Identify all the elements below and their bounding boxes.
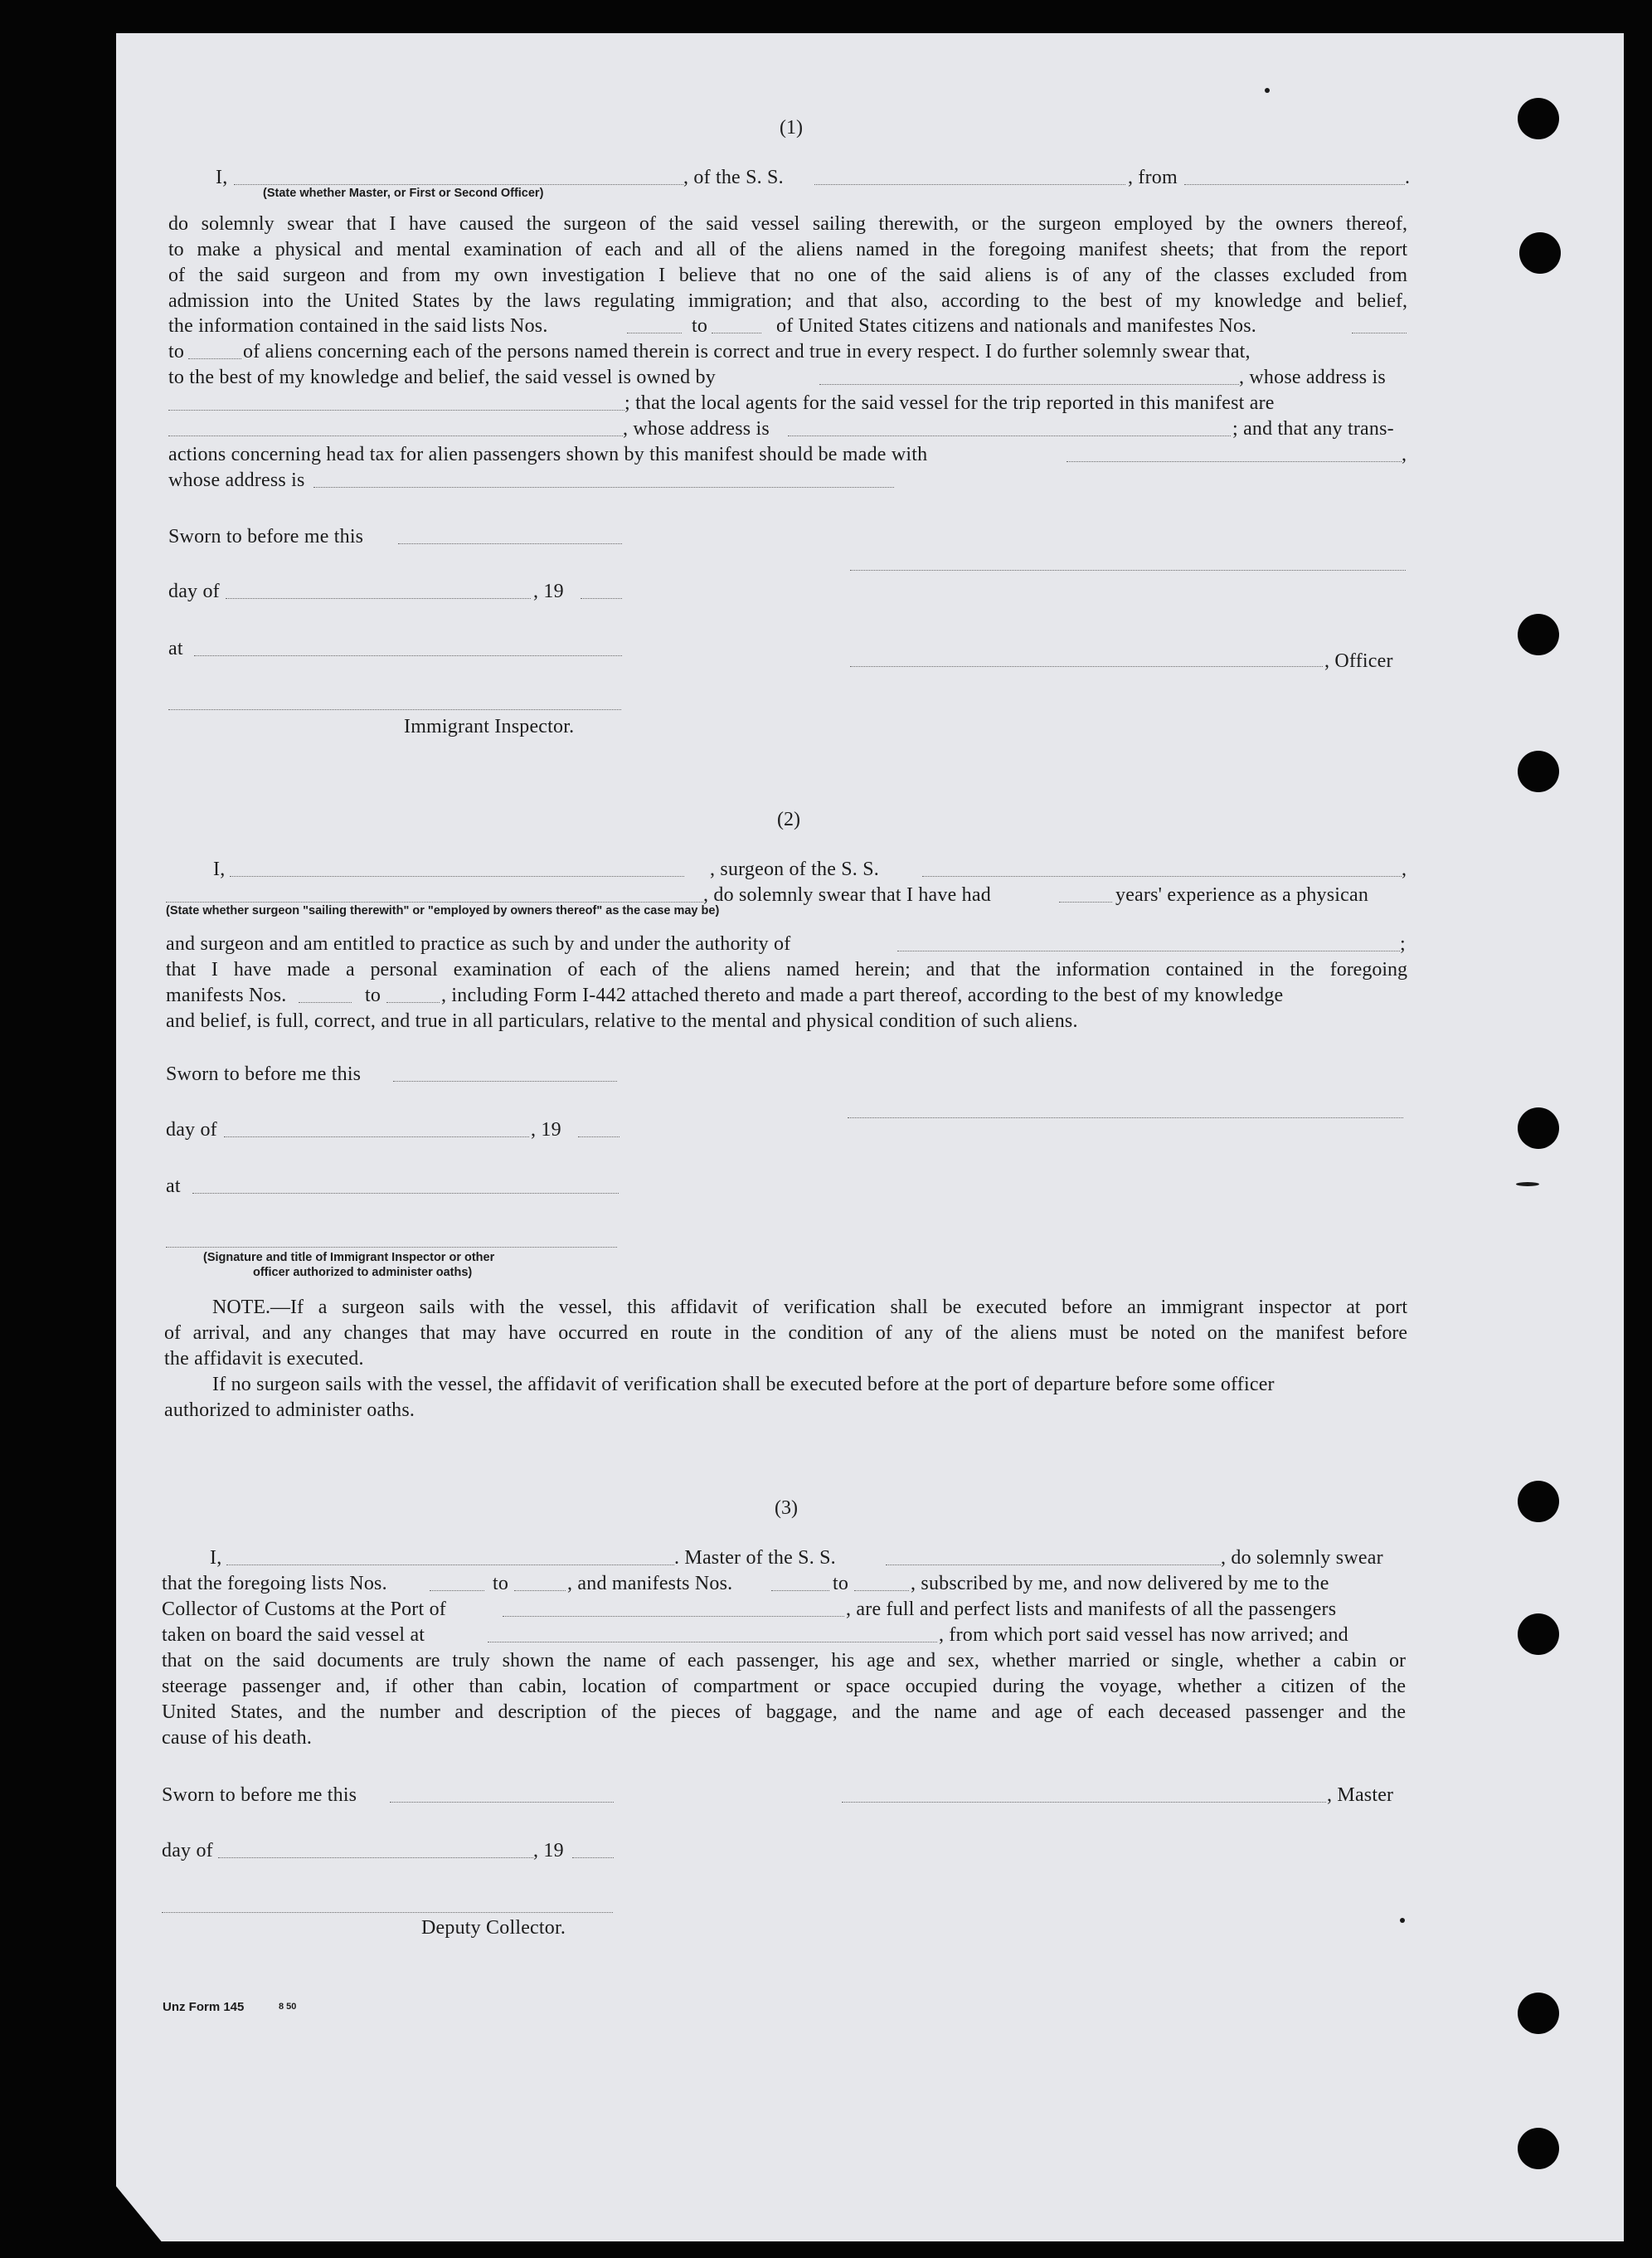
s2-status-field[interactable] bbox=[166, 902, 703, 903]
s3-manifest-to-field[interactable] bbox=[854, 1590, 909, 1591]
s2-manifest-from-field[interactable] bbox=[299, 1002, 352, 1003]
s1-l5a: the information contained in the said lists Nos. bbox=[168, 315, 548, 337]
punch-hole bbox=[1518, 1993, 1559, 2034]
section-3-number: (3) bbox=[775, 1497, 798, 1519]
form-number: Unz Form 145 bbox=[163, 2000, 245, 2014]
s2-years-field[interactable] bbox=[1059, 902, 1112, 903]
s1-officer-hint: (State whether Master, or First or Second Officer) bbox=[263, 187, 544, 200]
s3-day-field[interactable] bbox=[218, 1857, 533, 1858]
s2-surgeon: , surgeon of the S. S. bbox=[710, 859, 879, 880]
s3-l2c: , and manifests Nos. bbox=[567, 1573, 733, 1594]
s3-manifest-from-field[interactable] bbox=[771, 1590, 829, 1591]
s2-vessel-field[interactable] bbox=[922, 876, 1402, 877]
s1-i: I, bbox=[216, 167, 228, 188]
s1-signature-line[interactable] bbox=[850, 570, 1406, 571]
s1-l11: whose address is bbox=[168, 470, 305, 491]
s2-dayof: day of bbox=[166, 1119, 217, 1141]
punch-hole bbox=[1518, 1481, 1559, 1522]
s1-officer-line[interactable] bbox=[850, 666, 1323, 667]
s1-of-ss: , of the S. S. bbox=[683, 167, 784, 188]
s2-nineteen: , 19 bbox=[531, 1119, 561, 1141]
s2-sworn: Sworn to before me this bbox=[166, 1063, 362, 1085]
s3-dayof: day of bbox=[162, 1840, 213, 1861]
s3-master-label: , Master bbox=[1327, 1784, 1394, 1806]
note-line-3: the affidavit is executed. bbox=[164, 1348, 364, 1370]
s2-sworn-field[interactable] bbox=[393, 1081, 617, 1082]
s1-line-2: to make a physical and mental examination of each and all of the aliens named in the foregoing manifest sheets; that from the report bbox=[168, 239, 1407, 260]
s2-l2a: , do solemnly swear that I have had bbox=[703, 884, 991, 906]
s1-owner-field[interactable] bbox=[819, 384, 1239, 385]
s3-deputy: Deputy Collector. bbox=[421, 1917, 566, 1939]
s3-line-7: United States, and the number and description of the pieces of baggage, and the name and age of each deceased passenger and the bbox=[162, 1701, 1406, 1723]
s1-from: , from bbox=[1128, 167, 1178, 188]
s1-nineteen: , 19 bbox=[533, 581, 564, 602]
s3-line-8: cause of his death. bbox=[162, 1727, 313, 1749]
speck bbox=[1516, 1182, 1539, 1186]
note-line-1: NOTE.—If a surgeon sails with the vessel, this affidavit of verification shall be executed before an immigrant inspector at port bbox=[212, 1297, 1407, 1318]
s1-l8: ; that the local agents for the said vessel for the trip reported in this manifest are bbox=[624, 392, 1275, 414]
s2-inspector-line[interactable] bbox=[166, 1247, 617, 1248]
s1-l9b: ; and that any trans- bbox=[1232, 418, 1394, 440]
s3-deputy-line[interactable] bbox=[162, 1912, 613, 1913]
speck bbox=[1265, 88, 1270, 93]
s1-at: at bbox=[168, 638, 183, 659]
punch-hole bbox=[1519, 232, 1561, 274]
s3-l2d: to bbox=[833, 1573, 849, 1594]
note-line-4: If no surgeon sails with the vessel, the affidavit of verification shall be executed before at the port of departure before some officer bbox=[212, 1374, 1275, 1395]
s3-master: . Master of the S. S. bbox=[674, 1547, 836, 1569]
s3-i: I, bbox=[210, 1547, 222, 1569]
punch-hole bbox=[1518, 1107, 1559, 1149]
s1-manifest-to-field[interactable] bbox=[188, 358, 241, 359]
s2-day-field[interactable] bbox=[224, 1136, 529, 1137]
s1-l5b: to bbox=[692, 315, 708, 337]
s1-headtax-field[interactable] bbox=[1067, 461, 1402, 462]
s2-surgeon-name-field[interactable] bbox=[230, 876, 684, 877]
s2-l5c: , including Form I-442 attached thereto and made a part thereof, according to the best of my knowledge bbox=[441, 985, 1284, 1006]
form-code: 8 50 bbox=[279, 2002, 297, 2012]
s2-l5b: to bbox=[365, 985, 381, 1006]
s3-l4a: taken on board the said vessel at bbox=[162, 1624, 425, 1646]
s2-sig-hint-2: officer authorized to administer oaths) bbox=[253, 1266, 473, 1279]
note-line-2: of arrival, and any changes that may have occurred en route in the condition of any of the aliens must be noted on the manifest before bbox=[164, 1322, 1407, 1344]
s1-inspector-line[interactable] bbox=[168, 709, 621, 710]
s3-list-to-field[interactable] bbox=[514, 1590, 566, 1591]
note-line-5: authorized to administer oaths. bbox=[164, 1399, 415, 1421]
s1-from-field[interactable] bbox=[1184, 184, 1405, 185]
s3-sworn: Sworn to before me this bbox=[162, 1784, 357, 1806]
s1-year-field[interactable] bbox=[581, 598, 622, 599]
punch-hole bbox=[1518, 98, 1559, 139]
s3-l4b: , from which port said vessel has now arrived; and bbox=[939, 1624, 1348, 1646]
s3-l3b: , are full and perfect lists and manifests of all the passengers bbox=[846, 1599, 1337, 1620]
s1-l10b: , bbox=[1402, 444, 1407, 465]
punch-hole bbox=[1518, 614, 1559, 655]
s2-l2b: years' experience as a physican bbox=[1115, 884, 1369, 906]
s1-line-1: do solemnly swear that I have caused the surgeon of the said vessel sailing therewith, or the surgeon employed by the owners thereof, bbox=[168, 213, 1407, 235]
s1-l7b: , whose address is bbox=[1239, 367, 1386, 388]
s1-l7a: to the best of my knowledge and belief, the said vessel is owned by bbox=[168, 367, 716, 388]
s1-at-field[interactable] bbox=[194, 655, 622, 656]
s1-inspector: Immigrant Inspector. bbox=[404, 716, 575, 737]
s1-sworn: Sworn to before me this bbox=[168, 526, 364, 547]
s2-line-6: and belief, is full, correct, and true in all particulars, relative to the mental and physical condition of such aliens. bbox=[166, 1010, 1078, 1032]
s2-status-hint: (State whether surgeon "sailing therewith" or "employed by owners thereof" as the case may be) bbox=[166, 904, 720, 917]
s2-at: at bbox=[166, 1175, 181, 1197]
punch-hole bbox=[1518, 751, 1559, 792]
section-1-number: (1) bbox=[780, 117, 803, 139]
punch-hole bbox=[1518, 2128, 1559, 2169]
s1-line-3: of the said surgeon and from my own investigation I believe that no one of the said aliens is of any of the classes excluded from bbox=[168, 265, 1407, 286]
s2-line-4: that I have made a personal examination of each of the aliens named herein; and that the information contained in the foregoing bbox=[166, 959, 1407, 981]
s1-l5c: of United States citizens and nationals and manifestes Nos. bbox=[776, 315, 1256, 337]
s3-l2a: that the foregoing lists Nos. bbox=[162, 1573, 387, 1594]
s3-swear: , do solemnly swear bbox=[1221, 1547, 1383, 1569]
s2-manifest-to-field[interactable] bbox=[386, 1002, 440, 1003]
s1-line-4: admission into the United States by the laws regulating immigration; and that also, according to the best of my knowledge and belief, bbox=[168, 290, 1407, 312]
s1-day-field[interactable] bbox=[226, 598, 531, 599]
s1-l10a: actions concerning head tax for alien passengers shown by this manifest should be made with bbox=[168, 444, 928, 465]
section-2-number: (2) bbox=[777, 809, 800, 830]
s2-l3: and surgeon and am entitled to practice as such by and under the authority of bbox=[166, 933, 791, 955]
s1-sworn-field[interactable] bbox=[398, 543, 622, 544]
s1-dayof: day of bbox=[168, 581, 220, 602]
s3-nineteen: , 19 bbox=[533, 1840, 564, 1861]
s3-list-from-field[interactable] bbox=[430, 1590, 484, 1591]
speck bbox=[1400, 1918, 1405, 1923]
s3-l2b: to bbox=[493, 1573, 509, 1594]
s2-year-field[interactable] bbox=[578, 1136, 620, 1137]
s3-l2e: , subscribed by me, and now delivered by me to the bbox=[911, 1573, 1329, 1594]
s2-i: I, bbox=[213, 859, 226, 880]
s1-vessel-field[interactable] bbox=[814, 184, 1125, 185]
s1-owner-address-field[interactable] bbox=[168, 410, 624, 411]
s2-l3-end: ; bbox=[1400, 933, 1406, 955]
s1-l6b: of aliens concerning each of the persons named therein is correct and true in every respect. I do further solemnly swear that, bbox=[243, 341, 1251, 363]
s2-l1-end: , bbox=[1402, 859, 1407, 880]
s3-master-signature-line[interactable] bbox=[842, 1802, 1326, 1803]
s1-headtax-address-field[interactable] bbox=[313, 487, 894, 488]
s3-year-field[interactable] bbox=[572, 1857, 614, 1858]
s3-l3a: Collector of Customs at the Port of bbox=[162, 1599, 446, 1620]
s1-l6a: to bbox=[168, 341, 185, 363]
s3-sworn-field[interactable] bbox=[390, 1802, 614, 1803]
s1-l9a: , whose address is bbox=[623, 418, 770, 440]
s1-officer: , Officer bbox=[1324, 650, 1393, 672]
punch-hole bbox=[1518, 1613, 1559, 1655]
s2-sig-hint-1: (Signature and title of Immigrant Inspector or other bbox=[203, 1251, 495, 1264]
s3-port-field[interactable] bbox=[503, 1616, 844, 1617]
s3-line-5: that on the said documents are truly shown the name of each passenger, his age and sex, whether married or single, whether a cabin or bbox=[162, 1650, 1406, 1672]
s1-l1-end: . bbox=[1405, 167, 1411, 188]
s2-l5a: manifests Nos. bbox=[166, 985, 287, 1006]
s2-at-field[interactable] bbox=[192, 1193, 619, 1194]
s3-line-6: steerage passenger and, if other than cabin, location of compartment or space occupied during the voyage, whether a citizen of the bbox=[162, 1676, 1406, 1697]
s2-signature-line[interactable] bbox=[848, 1117, 1403, 1118]
